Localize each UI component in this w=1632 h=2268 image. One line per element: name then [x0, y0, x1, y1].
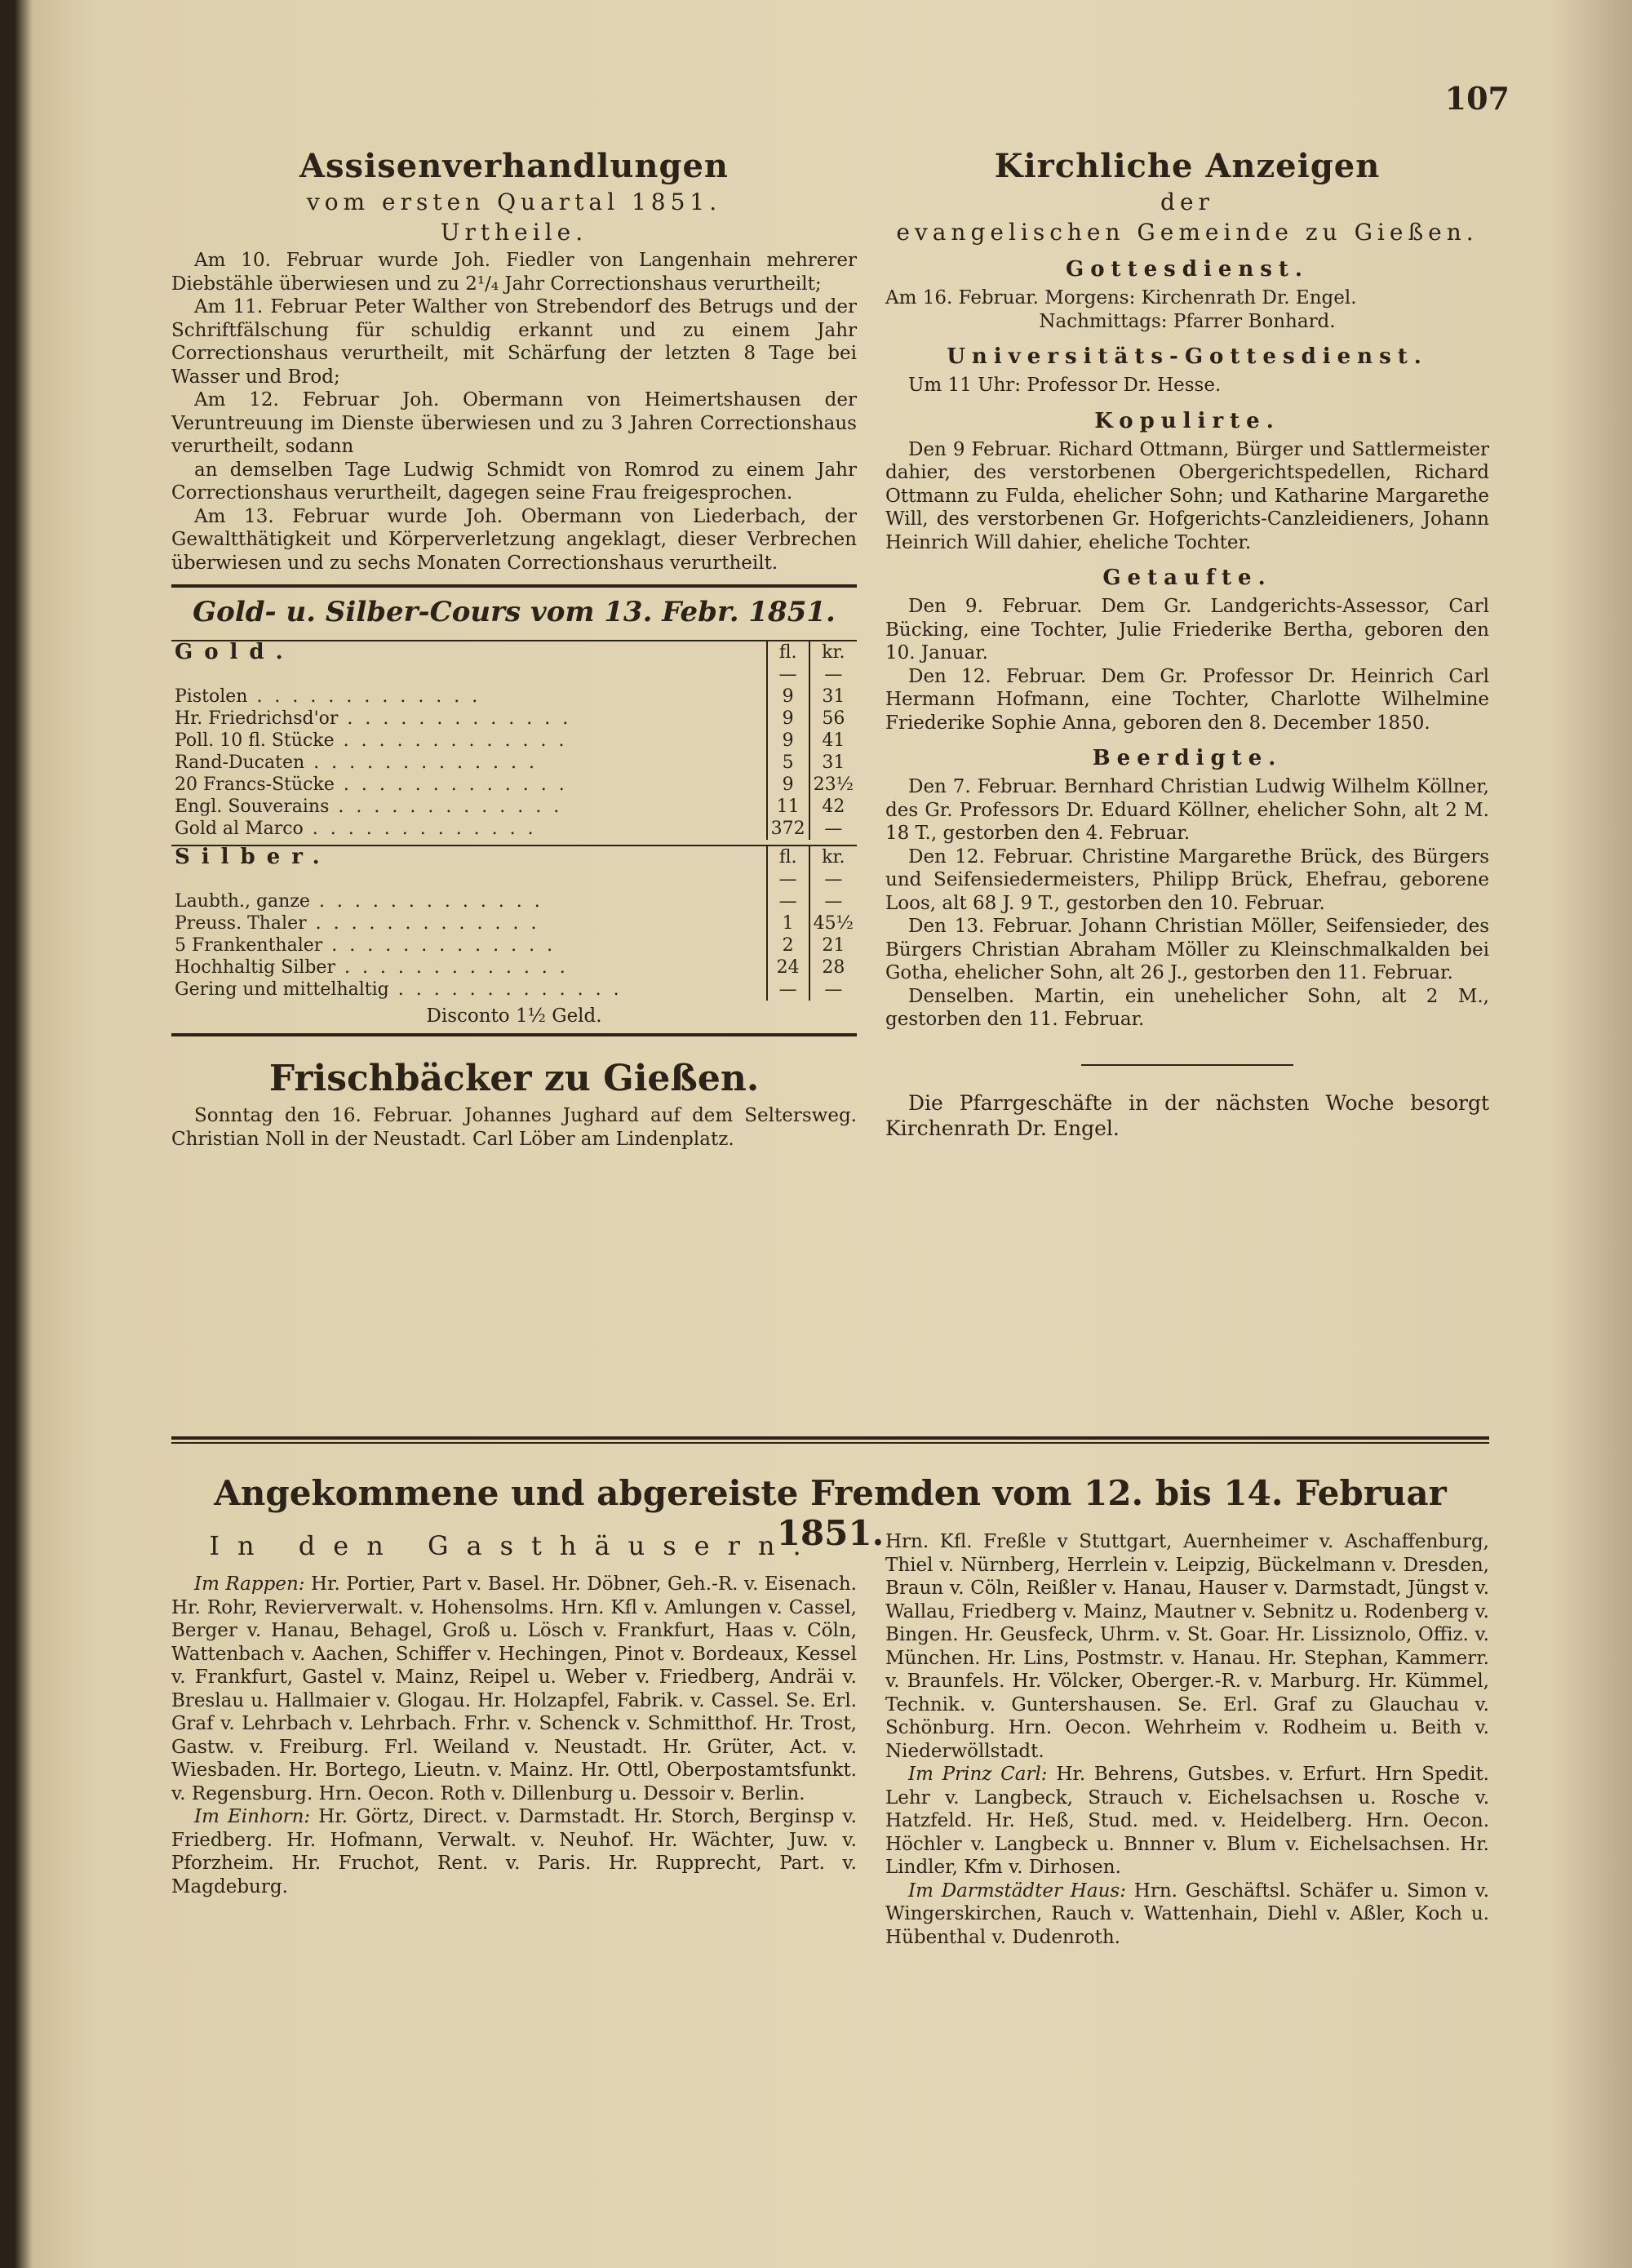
- page-number: 107: [1444, 80, 1510, 117]
- kirchliche-title: Kirchliche Anzeigen: [994, 147, 1381, 185]
- assisen-paragraph: Am 10. Februar wurde Joh. Fiedler von Langenhain mehrerer Diebstähle überwiesen und zu 2¹/₄ Jahr Correctionshaus verurtheilt;: [171, 250, 857, 295]
- fremden-right-column: [885, 1530, 1489, 1949]
- assisen-title: Assisenverhandlungen: [299, 147, 729, 185]
- rappen-entry: [171, 1573, 857, 1805]
- col-kr: kr.: [809, 846, 857, 868]
- table-row: Gold al Marco . . . 372 —: [171, 818, 857, 840]
- hotel-label: Im Prinz Carl:: [908, 1764, 1048, 1785]
- copulirte-text: Den 9 Februar. Richard Ottmann, Bürger und Sattlermeister dahier, des verstorbenen Obergerichtspedellen, Richard Ottmann zu Fulda, ehelicher Sohn; und Katharine Margarethe Will, des verstorbenen Gr. Hofgerichts-Canzleidieners, Johann Heinrich Will dahier, eheliche Tochter.: [885, 438, 1489, 553]
- col-fl: fl.: [767, 846, 809, 868]
- prinz-text: Hr. Behrens, Gutsbes. v. Erfurt. Hrn Spedit. Lehr v. Langbeck, Strauch v. Eichelsachsen u. Rosche v. Hatzfeld. Hr. Heß, Stud. med. v. Heidelberg. Hrn. Oecon. Höchler v. Langbeck u. Bnnner v. Blum v. Eichelsachsen. Hr. Lindler, Kfm v. Dirhosen.: [885, 1764, 1489, 1878]
- einhorn-text: Hr. Görtz, Direct. v. Darmstadt. Hr. Storch, Berginsp v. Friedberg. Hr. Hofmann, Verwalt. v. Neuhof. Hr. Wächter, Juw. v. Pforzheim. Hr. Fruchot, Rent. v. Paris. Hr. Rupprecht, Part. v. Magdeburg.: [171, 1806, 857, 1897]
- fremden-title: Angekommene und abgereiste Fremden vom 12. bis 14. Februar 1851.: [214, 1473, 1447, 1553]
- frisch-text: Sonntag den 16. Februar. Johannes Jughard auf dem Seltersweg. Christian Noll in der Neustadt. Carl Löber am Lindenplatz.: [171, 1105, 857, 1150]
- gold-table: [171, 641, 857, 840]
- assisen-paragraph: an demselben Tage Ludwig Schmidt von Romrod zu einem Jahr Correctionshaus verurtheilt, dagegen seine Frau freigesprochen.: [171, 459, 857, 504]
- section-rule: [171, 1442, 1489, 1444]
- darm-entry: [885, 1880, 1489, 1950]
- beerdigte-text: Den 13. Februar. Johann Christian Möller, Seifensieder, des Bürgers Christian Abraham Möller zu Kleinschmalkalden bei Gotha, ehelicher Sohn, alt 26 J., gestorben den 11. Februar.: [885, 916, 1489, 983]
- table-row: Rand-Ducaten . . . 5 31: [171, 752, 857, 774]
- hotel-label: Im Darmstädter Haus:: [908, 1880, 1126, 1902]
- silber-heading: Silber.: [175, 845, 331, 869]
- col-kr: kr.: [809, 641, 857, 664]
- assisen-paragraph: Am 13. Februar wurde Joh. Obermann von Liederbach, der Gewaltthätigkeit und Körperverletzung angeklagt, dieser Verbrechen überwiesen und zu sechs Monaten Correctionshaus verurtheilt.: [171, 505, 857, 574]
- table-row: Preuss. Thaler . . . 1 45½: [171, 912, 857, 934]
- fremden-left-column: [171, 1530, 857, 1898]
- uni-line: Um 11 Uhr: Professor Dr. Hesse.: [908, 375, 1222, 396]
- cours-title: Gold- u. Silber-Cours vom 13. Febr. 1851.: [193, 596, 836, 628]
- kirchliche-gemeinde: evangelischen Gemeinde zu Gießen.: [896, 219, 1479, 246]
- dash: —: [809, 664, 857, 686]
- rappen-text: Hr. Portier, Part v. Basel. Hr. Döbner, Geh.-R. v. Eisenach. Hr. Rohr, Revierverwalt. v. Hohensolms. Hrn. Kfl v. Amlungen v. Cassel, Berger v. Hanau, Behagel, Groß u. Lösch v. Frankfurt, Haas v. Cöln, Wattenbach v. Aachen, Schiffer v. Hechingen, Pinot v. Bordeaux, Kessel v. Frankfurt, Gastel v. Mainz, Reipel u. Weber v. Friedberg, Andräi v. Breslau u. Hallmaier v. Glogau. Hr. Holzapfel, Fabrik. v. Cassel. Se. Erl. Graf v. Lehrbach v. Lehrbach. Frhr. v. Schenck v. Schmitthof. Hr. Trost, Gastw. v. Freiburg. Frl. Weiland v. Neustadt. Hr. Grüter, Act. v. Wiesbaden. Hr. Bortego, Lieutn. v. Mainz. Hr. Ottl, Oberpostamtsfunkt. v. Regensburg. Hrn. Oecon. Roth v. Dillenburg u. Dessoir v. Berlin.: [171, 1573, 857, 1804]
- right-column: [885, 147, 1489, 1141]
- fremden-continued: Hrn. Kfl. Freßle v Stuttgart, Auernheimer v. Aschaffenburg, Thiel v. Nürnberg, Herrlein v. Leipzig, Bückelmann v. Dresden, Braun v. Cöln, Reißler v. Hanau, Hauser v. Darmstadt, Jüngst v. Wallau, Friedberg v. Mainz, Mautner v. Sebnitz u. Rodenberg v. Bingen. Hr. Geusfeck, Uhrm. v. St. Goar. Hr. Lissiznolo, Offiz. v. München. Hr. Lins, Postmstr. v. Hanau. Hr. Stephan, Kammerr. v. Braunfels. Hr. Völcker, Oberger.-R. v. Marburg. Hr. Kümmel, Technik. v. Guntershausen. Se. Erl. Graf zu Glauchau v. Schönburg. Hrn. Oecon. Wehrheim v. Rodheim u. Beith v. Niederwöllstadt.: [885, 1531, 1489, 1762]
- getaufte-text: Den 12. Februar. Dem Gr. Professor Dr. Heinrich Carl Hermann Hofmann, eine Tochter, Charlotte Wilhelmine Friederike Sophie Anna, geboren den 8. December 1850.: [885, 665, 1489, 734]
- gottesdienst-line: Am 16. Februar. Morgens: Kirchenrath Dr. Engel.: [885, 287, 1357, 308]
- beerdigte-text: Den 12. Februar. Christine Margarethe Brück, des Bürgers und Seifensiedermeisters, Philipp Brück, Ehefrau, geborene Loos, alt 68 J. 9 T., gestorben den 10. Februar.: [885, 846, 1489, 914]
- table-row: 20 Francs-Stücke . . . 9 23½: [171, 774, 857, 796]
- gottesdienst-heading: Gottesdienst.: [1066, 257, 1309, 282]
- assisen-paragraph: Am 12. Februar Joh. Obermann von Heimertshausen der Veruntreuung im Dienste überwiesen und zu 3 Jahren Correctionshaus verurtheilt, sodann: [171, 389, 857, 457]
- beerdigte-text: Den 7. Februar. Bernhard Christian Ludwig Wilhelm Köllner, des Gr. Professors Dr. Eduard Köllner, ehelicher Sohn, alt 2 M. 18 T., gestorben den 4. Februar.: [885, 776, 1489, 844]
- table-row: Poll. 10 fl. Stücke . . . 9 41: [171, 730, 857, 752]
- table-row: Hochhaltig Silber . . . 24 28: [171, 956, 857, 979]
- pfarr-notice: Die Pfarrgeschäfte in der nächsten Woche besorgt Kirchenrath Dr. Engel.: [885, 1090, 1489, 1140]
- beerdigte-text: Denselben. Martin, ein unehelicher Sohn, alt 2 M., gestorben den 11. Februar.: [885, 985, 1489, 1030]
- left-column: [171, 147, 857, 1151]
- dash: —: [767, 664, 809, 686]
- section-rule: [171, 584, 857, 588]
- prinz-entry: [885, 1763, 1489, 1880]
- table-row: 5 Frankenthaler . . . 2 21: [171, 934, 857, 956]
- table-row: Gering und mittelhaltig . . . — —: [171, 979, 857, 1001]
- short-rule: [1081, 1064, 1293, 1066]
- beerdigte-heading: Beerdigte.: [1092, 746, 1283, 770]
- assisen-subtitle: vom ersten Quartal 1851.: [306, 189, 722, 215]
- dash: —: [809, 868, 857, 890]
- urtheile-heading: Urtheile.: [440, 219, 588, 246]
- darm-text: Hrn. Geschäftsl. Schäfer u. Simon v. Wingerskirchen, Rauch v. Wattenhain, Diehl v. Aßler, Koch u. Hübenthal v. Dudenroth.: [885, 1880, 1490, 1948]
- getaufte-heading: Getaufte.: [1102, 566, 1272, 590]
- table-row: Laubth., ganze . . . — —: [171, 890, 857, 912]
- section-rule: [171, 1436, 1489, 1440]
- copulirte-heading: Kopulirte.: [1094, 408, 1280, 433]
- gasthaeuser-heading: In den Gasthäusern.: [209, 1530, 819, 1561]
- table-row: Pistolen . . . 9 31: [171, 686, 857, 708]
- kirchliche-der: der: [1160, 189, 1214, 215]
- col-fl: fl.: [767, 641, 809, 664]
- section-rule: [171, 1033, 857, 1036]
- frisch-title: Frischbäcker zu Gießen.: [268, 1058, 760, 1099]
- uni-heading: Universitäts-Gottesdienst.: [947, 344, 1428, 369]
- dash: —: [767, 868, 809, 890]
- page-content: [90, 49, 1542, 2244]
- gold-heading: Gold.: [175, 640, 295, 664]
- hotel-label: Im Einhorn:: [194, 1806, 311, 1827]
- assisen-paragraph: Am 11. Februar Peter Walther von Strebendorf des Betrugs und der Schriftfälschung für schuldig erkannt und zu einem Jahr Correctionshaus verurtheilt, mit Schärfung der letzten 8 Tage bei Wasser und Brod;: [171, 296, 857, 388]
- getaufte-text: Den 9. Februar. Dem Gr. Landgerichts-Assessor, Carl Bücking, eine Tochter, Julie Friederike Bertha, geboren den 10. Januar.: [885, 596, 1489, 664]
- silber-table: [171, 846, 857, 1001]
- hotel-label: Im Rappen:: [194, 1573, 305, 1595]
- einhorn-entry: [171, 1805, 857, 1898]
- disconto: Disconto 1½ Geld.: [426, 1005, 602, 1027]
- gottesdienst-line: Nachmittags: Pfarrer Bonhard.: [1039, 310, 1336, 332]
- table-row: Engl. Souverains . . . 11 42: [171, 796, 857, 818]
- table-row: Hr. Friedrichsd'or . . . 9 56: [171, 708, 857, 730]
